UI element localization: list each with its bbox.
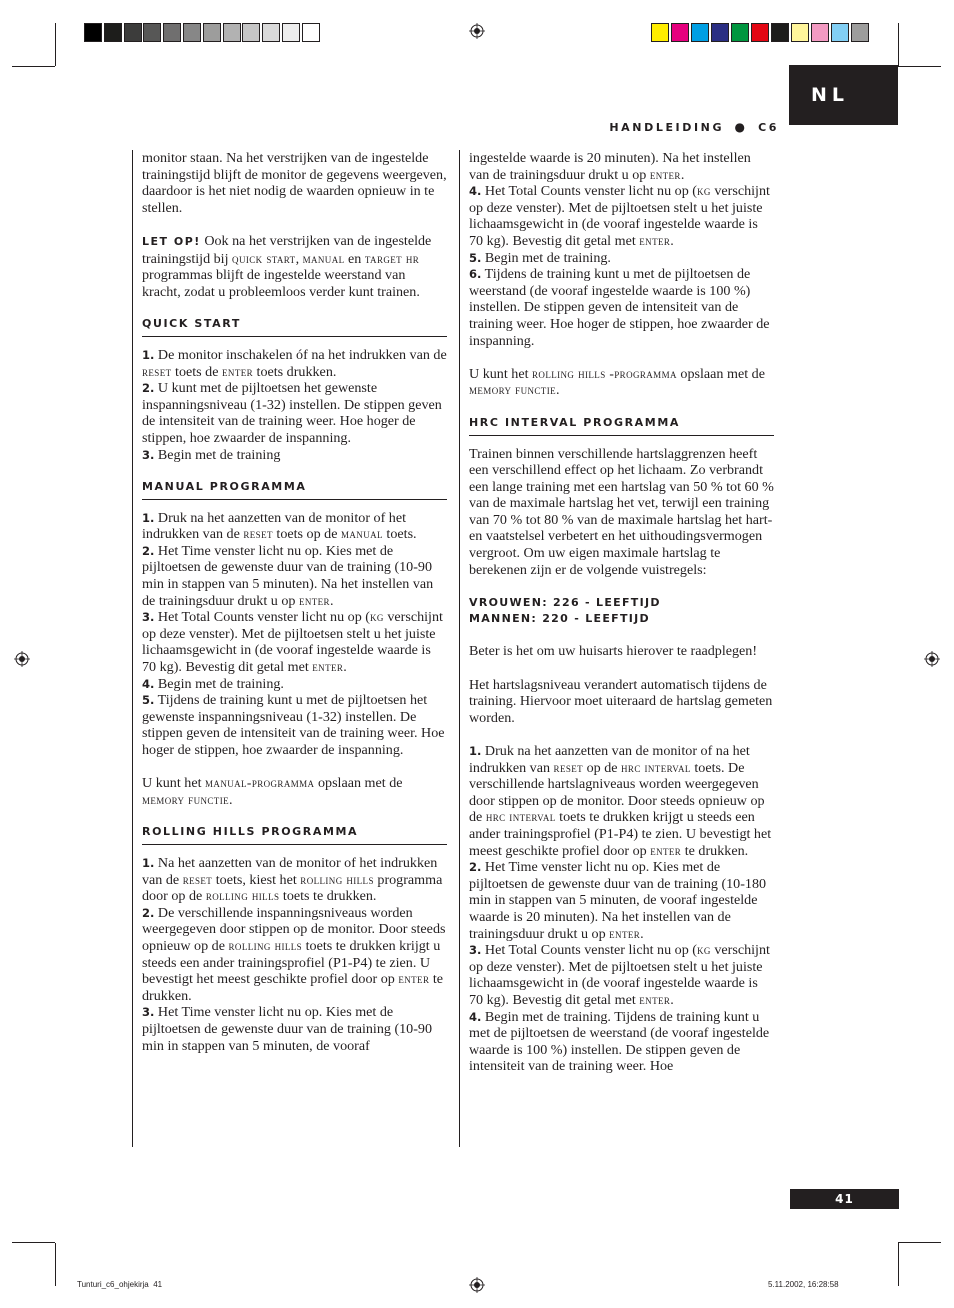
list-item: 1. Druk na het aanzetten van de monitor of het indrukken van de reset toets op de manual toets. xyxy=(142,509,417,543)
registration-mark-icon xyxy=(469,1277,485,1293)
paragraph: U kunt het rolling hills -programma opslaan met de memory functie. xyxy=(469,365,765,399)
color-swatch xyxy=(691,23,709,42)
color-swatch xyxy=(831,23,849,42)
color-swatch xyxy=(811,23,829,42)
paragraph: LET OP! Ook na het verstrijken van de ingestelde trainingstijd bij quick start, manual en target hr programmas blijft de ingestelde weerstand van kracht, zodat u probleemloos verder kunt trainen. xyxy=(142,232,432,300)
right-column xyxy=(469,150,774,1075)
color-swatch xyxy=(711,23,729,42)
list-item: 1. Na het aanzetten van de monitor of het indrukken van de reset toets, kiest het rolling hills programma door op de rolling hills toets te drukken. xyxy=(142,854,443,905)
running-header xyxy=(560,120,779,134)
color-swatch xyxy=(651,23,669,42)
bullet-icon: ● xyxy=(734,120,748,134)
paragraph: Beter is het om uw huisarts hierover te raadplegen! xyxy=(469,643,758,660)
gray-swatch xyxy=(242,23,260,42)
page-number: 41 xyxy=(790,1189,899,1209)
gray-swatch xyxy=(223,23,241,42)
paragraph: Trainen binnen verschillende hartslaggrenzen heeft een verschillend effect op het lichaam. Zo verbrandt een lange training met een hartslag van 50 % tot 60 % van de maximale hartslag het vet, terwijl een training van 70 % tot 80 % van de maximale hartslag het hart- en vaatstelsel verbetert en het uithoudingsvermogen vergroot. Om uw eigen maximale hartslag te berekenen zijn er de volgende vuistregels: xyxy=(469,445,774,578)
color-swatch xyxy=(671,23,689,42)
list-item: 3. Het Total Counts venster licht nu op (kg verschijnt op deze venster). Met de pijltoetsen stelt u het juiste lichaamsgewicht in (de vooraf ingestelde waarde is 70 kg). Bevestig dit getal met enter. xyxy=(142,609,443,676)
color-swatch xyxy=(731,23,749,42)
color-swatch xyxy=(751,23,769,42)
gray-swatch xyxy=(262,23,280,42)
gray-swatch xyxy=(163,23,181,42)
section-heading: MANUAL PROGRAMMA xyxy=(142,480,447,500)
color-swatch xyxy=(851,23,869,42)
model-label: C6 xyxy=(758,121,779,134)
list-item: 3. Het Total Counts venster licht nu op (kg verschijnt op deze venster). Met de pijltoetsen stelt u het juiste lichaamsgewicht in (de vooraf ingestelde waarde is 70 kg). Bevestig dit getal met enter. xyxy=(469,942,770,1008)
registration-mark-icon xyxy=(469,23,485,39)
list-item: 6. Tijdens de training kunt u met de pijltoetsen de weerstand (de vooraf ingestelde waarde is 100 %) instellen. De stippen geven de intensiteit van de training weer. Hoe hoger de stippen, hoe zwaarder de inspanning. xyxy=(469,266,770,349)
gray-swatch xyxy=(104,23,122,42)
registration-mark-icon xyxy=(14,651,30,667)
list-item: 1. Druk na het aanzetten van de monitor of na het indrukken van reset op de hrc interval toets. De verschillende hartslagniveaus worden weergegeven door stippen op de monitor. Door steeds opnieuw op de hrc interval toets te drukken krijgt u steeds een ander trainingsprofiel (P1-P4) te zien. U bevestigt het meest geschikte profiel door op enter te drukken. xyxy=(469,743,772,859)
gray-swatch xyxy=(282,23,300,42)
list-item: 5. Tijdens de training kunt u met de pijltoetsen het gewenste inspanningsniveau (1-32) instellen. De stippen geven de intensiteit van de training weer. Hoe hoger de stippen, hoe zwaarder de inspanning. xyxy=(142,692,445,758)
section-heading: HRC INTERVAL PROGRAMMA xyxy=(469,416,774,436)
paragraph: monitor staan. Na het verstrijken van de ingestelde trainingstijd blijft de monitor de gegevens weergeven, daardoor is het niet nodig de waarden opnieuw in te stellen. xyxy=(142,150,447,216)
paragraph: Het hartslagsniveau verandert automatisch tijdens de training. Hiervoor moet uiteraard de hartslag gemeten worden. xyxy=(469,676,773,726)
section-label: HANDLEIDING xyxy=(609,121,725,134)
gray-swatch xyxy=(143,23,161,42)
gray-swatch xyxy=(124,23,142,42)
list-item: 4. Begin met de training. Tijdens de training kunt u met de pijltoetsen de weerstand (de vooraf ingestelde waarde is 100 %) instellen. De stippen geven de intensiteit van de training weer. Hoe xyxy=(469,1008,770,1075)
list-item: 4. Begin met de training. xyxy=(142,675,284,692)
slug-file: Tunturi_c6_ohjekirja 41 xyxy=(77,1280,163,1289)
section-heading: QUICK START xyxy=(142,317,447,337)
rule-of-thumb: MANNEN: 220 - LEEFTIJD xyxy=(469,611,650,625)
list-item: 3. Begin met de training xyxy=(142,446,281,463)
list-item: 4. Het Total Counts venster licht nu op (kg verschijnt op deze venster). Met de pijltoetsen stelt u het juiste lichaamsgewicht in (de vooraf ingestelde waarde is 70 kg). Bevestig dit getal met enter. xyxy=(469,183,770,249)
color-swatch xyxy=(791,23,809,42)
list-item: 3. Het Time venster licht nu op. Kies met de pijltoetsen de gewenste duur van de training (10-90 min in stappen van 5 minuten, de vooraf xyxy=(142,1004,433,1054)
registration-mark-icon xyxy=(924,651,940,667)
list-item: 2. U kunt met de pijltoetsen het gewenste inspanningsniveau (1-32) instellen. De stippen geven de intensiteit van de training weer. Hoe hoger de stippen, hoe zwaarder de inspanning. xyxy=(142,380,442,446)
gray-swatch xyxy=(84,23,102,42)
column-rule-middle xyxy=(459,150,460,1147)
left-column xyxy=(142,150,447,1054)
language-tab: NL xyxy=(789,65,898,125)
gray-swatch xyxy=(203,23,221,42)
list-item: 1. De monitor inschakelen óf na het indrukken van de reset toets de enter toets drukken. xyxy=(142,346,447,380)
rule-of-thumb: VROUWEN: 226 - LEEFTIJD xyxy=(469,595,661,609)
paragraph: U kunt het manual-programma opslaan met de memory functie. xyxy=(142,775,403,808)
list-item: 2. Het Time venster licht nu op. Kies met de pijltoetsen de gewenste duur van de training (10-180 min in stappen van 5 minuten, de vooraf ingestelde waarde is 20 minuten). Na het instellen van de trainingsduur drukt u op enter. xyxy=(469,859,767,942)
gray-swatch xyxy=(183,23,201,42)
color-swatch xyxy=(771,23,789,42)
slug-timestamp: 5.11.2002, 16:28:58 xyxy=(768,1280,839,1289)
paragraph: ingestelde waarde is 20 minuten). Na het instellen van de trainingsduur drukt u op enter. xyxy=(469,150,751,183)
list-item: 5. Begin met de training. xyxy=(469,249,611,266)
list-item: 2. Het Time venster licht nu op. Kies met de pijltoetsen de gewenste duur van de training (10-90 min in stappen van 5 minuten). Na het instellen van de trainingsduur drukt u op enter. xyxy=(142,542,434,609)
warning-label: LET OP! xyxy=(142,234,201,248)
section-heading: ROLLING HILLS PROGRAMMA xyxy=(142,825,447,845)
list-item: 2. De verschillende inspanningsniveaus worden weergegeven door stippen op de monitor. Door steeds opnieuw op de rolling hills toets te drukken krijgt u steeds een ander trainingsprofiel (P1-P4) te zien. U bevestigt het meest geschikte profiel door op enter te drukken. xyxy=(142,904,446,1004)
column-rule-left xyxy=(132,150,133,1147)
gray-swatch xyxy=(302,23,320,42)
